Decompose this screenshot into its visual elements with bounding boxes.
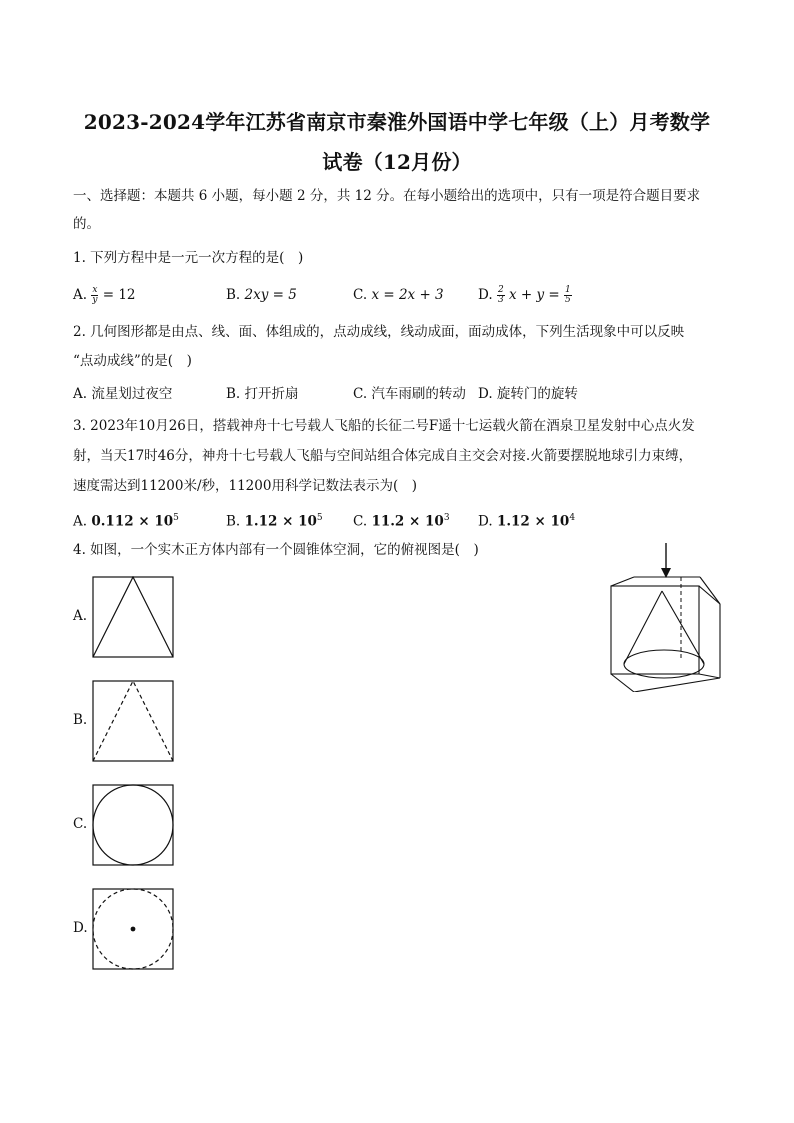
q3-a-label: A. [73, 513, 88, 530]
q4-option-c-label: C. [73, 816, 88, 832]
q1-a-num: x [92, 285, 98, 295]
q3-option-b [226, 508, 323, 532]
q2-stem: 2. 几何图形都是由点、线、面、体组成的，点动成线，线动成面，面动成体，下列生活现象中可以反映 [73, 324, 685, 340]
q1-option-d [478, 285, 572, 305]
q3-a-exp: 5 [173, 513, 179, 523]
q2-option-a: A. 流星划过夜空 [73, 386, 173, 402]
q1-d-fraction2 [564, 286, 572, 305]
q1-d-label: D. [478, 287, 493, 303]
triangle-solid [93, 577, 173, 657]
q1-option-b [226, 285, 297, 305]
q1-a-fraction [91, 286, 98, 305]
q3-d-label: D. [478, 513, 493, 530]
q3-b-exp: 5 [316, 513, 323, 523]
q3-c-label: C. [353, 513, 368, 530]
q1-d-fraction1 [497, 286, 505, 305]
q4-option-a-figure [92, 576, 174, 658]
q1-b-label: B. [226, 287, 241, 303]
cone-side [624, 591, 662, 664]
q1-a-rest: = 12 [102, 287, 136, 303]
q1-c-text: x = 2x + 3 [371, 287, 444, 303]
square-outline [93, 681, 173, 761]
q1-d-num1: 2 [497, 285, 504, 295]
q3-b-base: 1.12 × 10 [244, 513, 317, 530]
q4-stem: 4. 如图，一个实木正方体内部有一个圆锥体空洞，它的俯视图是( ) [73, 542, 479, 558]
q2-stem-cont: “点动成线”的是( ) [73, 353, 192, 369]
q4-option-c-figure [92, 784, 174, 866]
cube-edge [699, 586, 720, 604]
q2-option-c: C. 汽车雨刷的转动 [353, 386, 466, 402]
q1-a-label: A. [73, 287, 88, 303]
q1-a-den: y [92, 295, 98, 305]
q1-c-label: C. [353, 287, 368, 303]
cube-edge [611, 577, 634, 586]
q2-option-b: B. 打开折扇 [226, 386, 299, 402]
center-dot [131, 927, 136, 932]
section1-instructions: 一、选择题：本题共 6 小题，每小题 2 分，共 12 分。在每小题给出的选项中，只有一项是符合题目要求 [73, 188, 701, 204]
q3-d-base: 1.12 × 10 [496, 513, 570, 530]
q4-option-a-label: A. [73, 608, 88, 624]
q4-option-b-figure [92, 680, 174, 762]
page-title-line2: 试卷（12月份） [322, 150, 472, 174]
q3-a-base: 0.112 × 10 [91, 513, 174, 530]
cube-cone-figure [604, 540, 726, 692]
square-outline [93, 577, 173, 657]
section1-instructions-cont: 的。 [73, 216, 100, 232]
cone-side [662, 591, 704, 664]
q1-d-num2: 1 [565, 285, 571, 295]
q1-d-mid: x + y = [508, 287, 560, 303]
cube-edge [634, 678, 720, 692]
q3-stem: 3. 2023年10月26日，搭载神舟十七号载人飞船的长征二号F遥十七运载火箭在酒泉卫星发射中心点火发 [73, 418, 695, 434]
q1-stem: 1. 下列方程中是一元一次方程的是( ) [73, 250, 304, 266]
cube-edge [700, 577, 720, 604]
q3-b-label: B. [226, 513, 241, 530]
q3-c-exp: 3 [443, 513, 450, 523]
q4-option-d-figure [92, 888, 174, 970]
q3-stem-cont1: 射，当天17时46分，神舟十七号载人飞船与空间站组合体完成自主交会对接.火箭要摆脱地球引力束缚， [73, 448, 693, 464]
q1-b-text: 2xy = 5 [244, 287, 297, 303]
q1-option-c [353, 285, 444, 305]
q3-option-c [353, 508, 450, 532]
q3-option-a [73, 508, 179, 532]
q4-option-d-label: D. [73, 920, 88, 936]
cube-edge [611, 674, 634, 692]
cube-edge [699, 674, 720, 678]
circle-solid [93, 785, 173, 865]
q4-option-b-label: B. [73, 712, 88, 728]
q1-option-a [73, 285, 136, 305]
q2-option-d: D. 旋转门的旋转 [478, 386, 578, 402]
q3-stem-cont2: 速度需达到11200米/秒，11200用科学记数法表示为( ) [73, 478, 417, 494]
q3-option-d [478, 508, 575, 532]
q1-d-den1: 3 [497, 295, 504, 305]
q3-c-base: 11.2 × 10 [371, 513, 444, 530]
triangle-dashed [93, 681, 173, 761]
page-title-line1: 2023-2024学年江苏省南京市秦淮外国语中学七年级（上）月考数学 [83, 110, 711, 134]
q1-d-den2: 5 [565, 295, 571, 305]
q3-d-exp: 4 [569, 513, 576, 523]
cube-front-face [611, 586, 699, 674]
